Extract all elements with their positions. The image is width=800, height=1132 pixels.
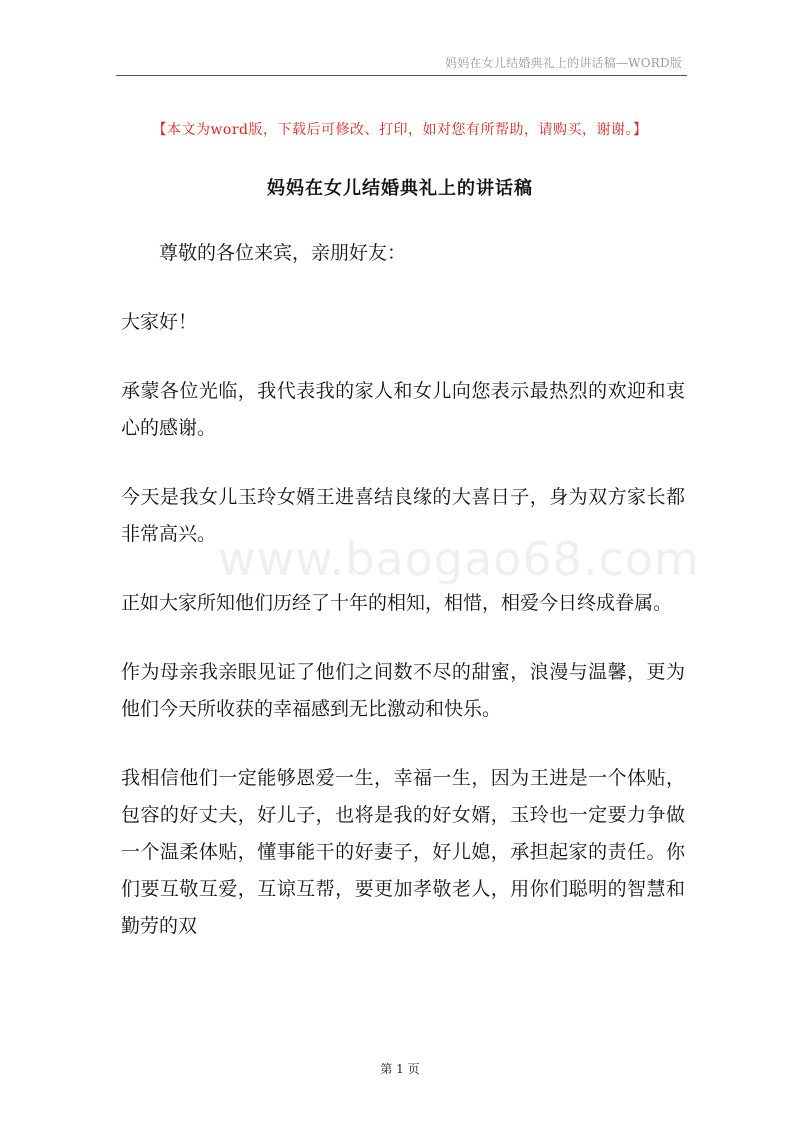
body-paragraph: 作为母亲我亲眼见证了他们之间数不尽的甜蜜，浪漫与温馨，更为他们今天所收获的幸福感到无比激动和快乐。 [121, 661, 685, 720]
body-paragraph: 正如大家所知他们历经了十年的相知，相惜，相爱今日终成眷属。 [121, 592, 673, 614]
purchase-notice: 【本文为word版，下载后可修改、打印，如对您有所帮助，请购买，谢谢。】 [152, 122, 648, 138]
body-paragraph: 今天是我女儿玉玲女婿王进喜结良缘的大喜日子，身为双方家长都非常高兴。 [121, 486, 685, 545]
running-header: 妈妈在女儿结婚典礼上的讲话稿—WORD版 [445, 56, 682, 70]
document-body [121, 235, 685, 977]
body-paragraph: 我相信他们一定能够恩爱一生，幸福一生，因为王进是一个体贴，包容的好丈夫，好儿子，也将是我的好女婿，玉玲也一定要力争做一个温柔体贴，懂事能干的好妻子，好儿媳，承担起家的责任。你们要互敬互爱，互谅互帮，要更加孝敬老人，用你们聪明的智慧和勤劳的双 [121, 767, 685, 937]
header-divider [116, 75, 687, 76]
body-paragraph: 大家好！ [121, 311, 198, 333]
salutation-paragraph: 尊敬的各位来宾，亲朋好友： [159, 242, 407, 264]
watermark: www.baogao68.com [218, 532, 700, 586]
document-title: 妈妈在女儿结婚典礼上的讲话稿 [267, 178, 533, 199]
page-number: 第 1 页 [380, 1062, 420, 1076]
body-paragraph: 承蒙各位光临，我代表我的家人和女儿向您表示最热烈的欢迎和衷心的感谢。 [121, 380, 685, 439]
